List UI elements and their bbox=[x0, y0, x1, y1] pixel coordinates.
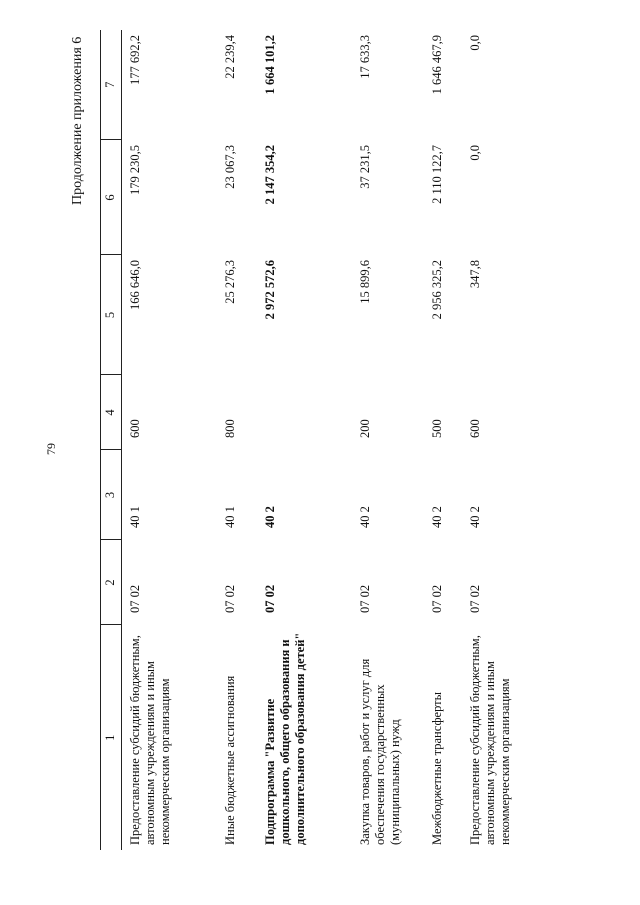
row-name: Подпрограмма "Развитие дошкольного, общего образования и дополнительного образования детей" bbox=[262, 632, 307, 845]
row-section: 07 02 bbox=[222, 584, 237, 613]
budget-table bbox=[100, 30, 557, 850]
row-value-5: 15 899,6 bbox=[357, 260, 372, 304]
row-value-7: 0,0 bbox=[467, 35, 482, 51]
header-col-7: 7 bbox=[101, 30, 122, 140]
row-value-5: 2 972 572,6 bbox=[262, 260, 277, 320]
header-col-5: 5 bbox=[101, 255, 122, 375]
row-target: 40 2 bbox=[357, 506, 372, 528]
row-value-7: 1 664 101,2 bbox=[262, 35, 277, 95]
row-name: Предоставление субсидий бюджетным, автономным учреждениям и иным некоммерческим организациям bbox=[467, 635, 512, 845]
row-value-6: 2 110 122,7 bbox=[429, 145, 444, 204]
row-type: 600 bbox=[467, 419, 482, 438]
row-value-7: 17 633,3 bbox=[357, 35, 372, 79]
row-type: 600 bbox=[128, 419, 142, 438]
page-number: 79 bbox=[44, 443, 58, 455]
row-value-6: 0,0 bbox=[467, 145, 482, 161]
table-row bbox=[217, 30, 257, 850]
row-type: 500 bbox=[429, 419, 444, 438]
row-value-7: 177 692,2 bbox=[128, 35, 142, 85]
row-section: 07 02 bbox=[357, 584, 372, 613]
header-col-4: 4 bbox=[101, 375, 122, 450]
row-value-5: 166 646,0 bbox=[128, 260, 142, 310]
table-row bbox=[424, 30, 462, 850]
row-name: Межбюджетные трансферты bbox=[429, 691, 444, 845]
row-target: 40 1 bbox=[128, 506, 142, 528]
table-row bbox=[462, 30, 557, 850]
row-target: 40 1 bbox=[222, 506, 237, 528]
row-value-7: 1 646 467,9 bbox=[429, 35, 444, 95]
row-target: 40 2 bbox=[429, 506, 444, 528]
header-col-6: 6 bbox=[101, 140, 122, 255]
row-value-5: 2 956 325,2 bbox=[429, 260, 444, 320]
row-type: 200 bbox=[357, 419, 372, 438]
row-value-6: 2 147 354,2 bbox=[262, 145, 277, 205]
row-target: 40 2 bbox=[467, 506, 482, 528]
row-value-5: 25 276,3 bbox=[222, 260, 237, 304]
row-value-6: 179 230,5 bbox=[128, 145, 142, 195]
table-row bbox=[257, 30, 352, 850]
row-type: 800 bbox=[222, 419, 237, 438]
header-col-2: 2 bbox=[101, 540, 122, 625]
row-value-6: 23 067,3 bbox=[222, 145, 237, 189]
table-row bbox=[352, 30, 424, 850]
row-value-7: 22 239,4 bbox=[222, 35, 237, 79]
row-section: 07 02 bbox=[128, 584, 142, 613]
row-type bbox=[257, 375, 352, 450]
row-section: 07 02 bbox=[429, 584, 444, 613]
table-header-row bbox=[101, 30, 122, 850]
header-col-1: 1 bbox=[101, 625, 122, 850]
row-section: 07 02 bbox=[467, 584, 482, 613]
row-name: Предоставление субсидий бюджетным, автономным учреждениям и иным некоммерческим организациям bbox=[128, 635, 172, 845]
row-target: 40 2 bbox=[262, 506, 277, 528]
row-value-5: 347,8 bbox=[467, 260, 482, 289]
continuation-label: Продолжение приложения 6 bbox=[70, 36, 85, 205]
row-name: Закупка товаров, работ и услуг для обеспечения государственных (муниципальных) нужд bbox=[357, 658, 402, 845]
row-value-6: 37 231,5 bbox=[357, 145, 372, 189]
row-section: 07 02 bbox=[262, 584, 277, 613]
row-name: Иные бюджетные ассигнования bbox=[222, 675, 237, 845]
table-row bbox=[122, 30, 217, 850]
header-col-3: 3 bbox=[101, 450, 122, 540]
